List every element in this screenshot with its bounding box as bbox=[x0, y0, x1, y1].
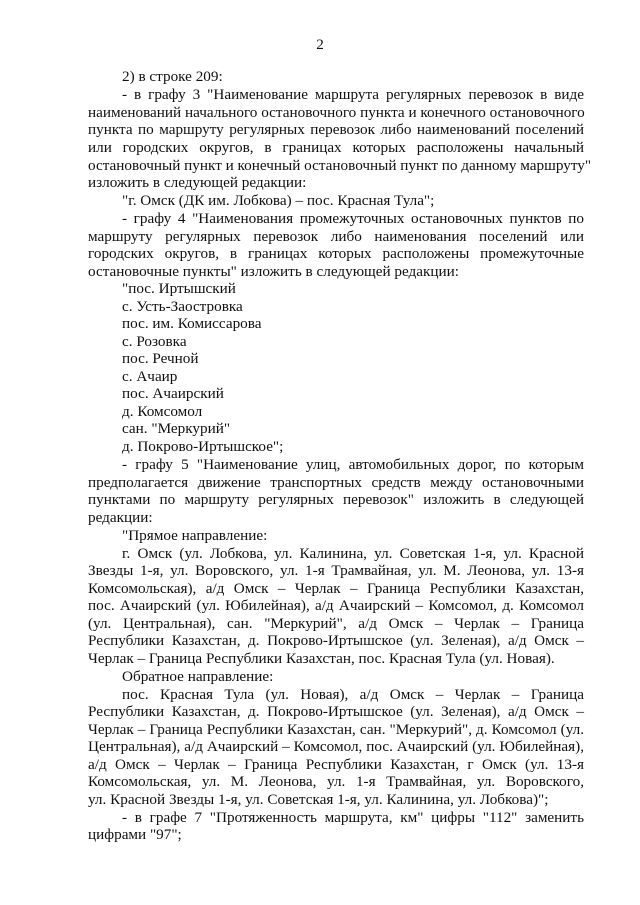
text-line: предполагается движение транспортных средств между остановочными bbox=[88, 474, 584, 491]
text-line: "пос. Иртышский bbox=[122, 280, 236, 297]
text-line: пос. Ачаирский bbox=[122, 385, 224, 402]
text-line: с. Ачаир bbox=[122, 368, 178, 385]
text-line: - в графу 3 "Наименование маршрута регулярных перевозок в виде bbox=[122, 86, 584, 103]
text-line: изложить в следующей редакции: bbox=[88, 174, 307, 191]
text-line: Черлак – Граница Республики Казахстан, сан. "Меркурий", д. Комсомол (ул. bbox=[88, 721, 584, 738]
text-line: "Прямое направление: bbox=[122, 527, 268, 544]
text-line: Республики Казахстан, д. Покрово-Иртышское (ул. Зеленая), а/д Омск – bbox=[88, 703, 584, 720]
text-line: д. Комсомол bbox=[122, 403, 203, 420]
text-line: - графу 5 "Наименование улиц, автомобильных дорог, по которым bbox=[122, 456, 584, 473]
text-line: Обратное направление: bbox=[122, 668, 274, 685]
text-line: - графу 4 "Наименования промежуточных остановочных пунктов по bbox=[122, 210, 584, 227]
text-line: г. Омск (ул. Лобкова, ул. Калинина, ул. Советская 1-я, ул. Красной bbox=[122, 545, 584, 562]
text-line: сан. "Меркурий" bbox=[122, 420, 231, 437]
text-line: пос. Ачаирский (ул. Юбилейная), а/д Ачаирский – Комсомол, д. Комсомол bbox=[88, 597, 584, 614]
text-line: (ул. Центральная), сан. "Меркурий", а/д Омск – Черлак – Граница bbox=[88, 615, 584, 632]
text-line: а/д Омск – Черлак – Граница Республики Казахстан, г Омск (ул. 13-я bbox=[88, 756, 584, 773]
text-line: редакции: bbox=[88, 509, 153, 526]
text-line: остановочный пункт и конечный остановочный пункт по данному маршруту" bbox=[88, 157, 592, 174]
text-line: 2) в строке 209: bbox=[122, 68, 223, 85]
text-line: Звезды 1-я, ул. Воровского, ул. 1-я Трамвайная, ул. М. Леонова, ул. 13-я bbox=[88, 562, 584, 579]
text-line: "г. Омск (ДК им. Лобкова) – пос. Красная Тула"; bbox=[122, 192, 435, 209]
text-line: Комсомольская, ул. М. Леонова, ул. 1-я Трамвайная, ул. Воровского, bbox=[88, 773, 584, 790]
page-number: 2 bbox=[316, 36, 324, 53]
text-line: остановочные пункты" изложить в следующей редакции: bbox=[88, 263, 459, 280]
text-line: с. Усть-Заостровка bbox=[122, 298, 243, 315]
text-line: д. Покрово-Иртышское"; bbox=[122, 438, 284, 455]
text-line: маршруту регулярных перевозок либо наименования поселений или bbox=[88, 228, 584, 245]
text-line: пунктами по маршруту регулярных перевозок" изложить в следующей bbox=[88, 491, 584, 508]
text-line: Центральная), а/д Ачаирский – Комсомол, пос. Ачаирский (ул. Юбилейная), bbox=[88, 738, 584, 755]
text-line: с. Розовка bbox=[122, 333, 187, 350]
text-line: пос. Речной bbox=[122, 350, 199, 367]
text-line: пункта по маршруту регулярных перевозок либо наименований поселений bbox=[88, 121, 584, 138]
text-line: цифрами "97"; bbox=[88, 826, 182, 843]
text-line: Черлак – Граница Республики Казахстан, пос. Красная Тула (ул. Новая). bbox=[88, 650, 555, 667]
text-line: городских округов, в границах которых расположены промежуточные bbox=[88, 245, 584, 262]
text-line: - в графе 7 "Протяженность маршрута, км" цифры "112" заменить bbox=[122, 809, 584, 826]
text-line: наименований начального остановочного пункта и конечного остановочного bbox=[88, 104, 585, 121]
text-line: Республики Казахстан, д. Покрово-Иртышское (ул. Зеленая), а/д Омск – bbox=[88, 632, 584, 649]
text-line: ул. Красной Звезды 1-я, ул. Советская 1-я, ул. Калинина, ул. Лобкова)"; bbox=[88, 791, 549, 808]
text-line: пос. Красная Тула (ул. Новая), а/д Омск – Черлак – Граница bbox=[122, 686, 584, 703]
text-line: или городских округов, в границах которых расположены начальный bbox=[88, 139, 584, 156]
text-line: Комсомольская), а/д Омск – Черлак – Граница Республики Казахстан, bbox=[88, 580, 584, 597]
text-line: пос. им. Комиссарова bbox=[122, 315, 262, 332]
